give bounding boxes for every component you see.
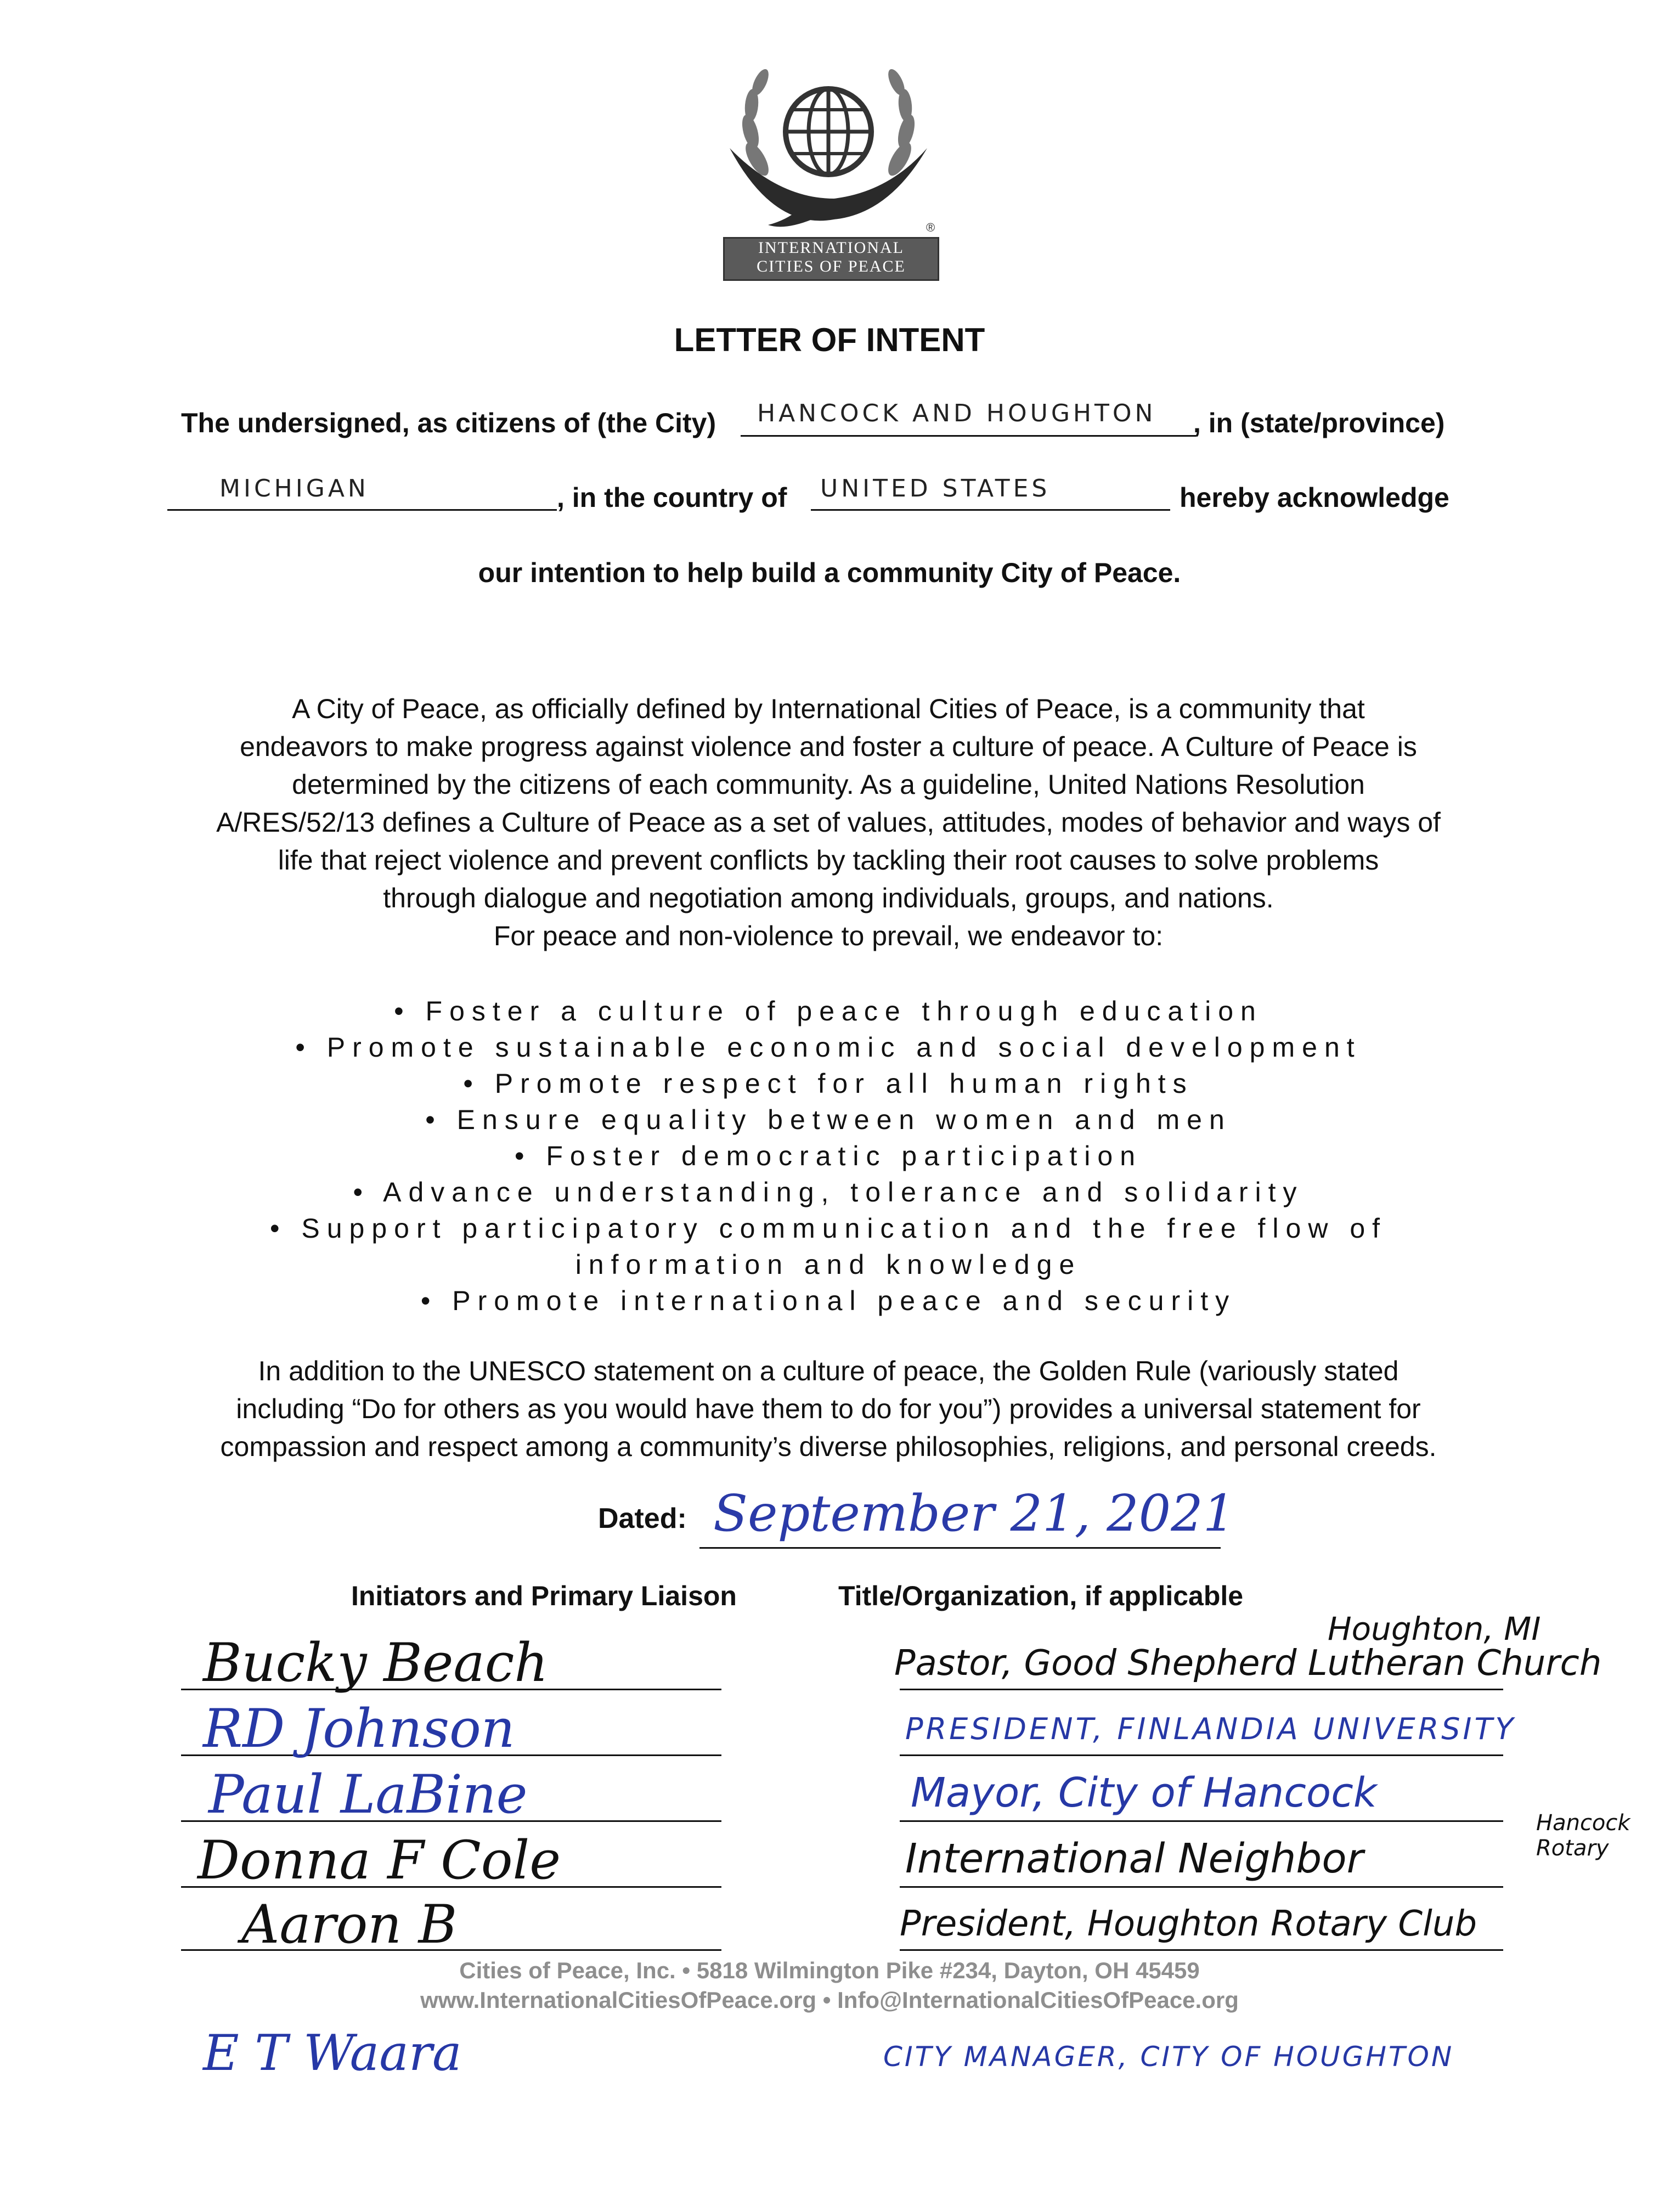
signature-name: Bucky Beach [203,1632,549,1694]
definition-line: life that reject violence and prevent conflicts by tackling their root causes to solve problems [278,845,1379,876]
state-value: MICHIGAN [219,475,369,503]
signature-title: President, Houghton Rotary Club [900,1904,1477,1944]
list-item: information and knowledge [575,1249,1082,1280]
definition-line: determined by the citizens of each community. As a guideline, United Nations Resolution [292,769,1365,800]
signature-title: PRESIDENT, FINLANDIA UNIVERSITY [905,1712,1516,1746]
golden-rule-paragraph [154,1352,1503,1466]
logo-plate [723,237,939,281]
title-line [900,1689,1503,1690]
list-item: • Advance understanding, tolerance and solidarity [353,1177,1304,1207]
title-org-heading: Title/Organization, if applicable [838,1581,1244,1611]
signature-title: CITY MANAGER, CITY OF HOUGHTON [883,2041,1454,2073]
intro-text-1: The undersigned, as citizens of (the City) [181,408,716,438]
globe-dove-icon [708,55,949,241]
footer-address: Cities of Peace, Inc. • 5818 Wilmington Pike #234, Dayton, OH 45459 [459,1957,1200,1983]
intro-text-4: hereby acknowledge [1180,482,1449,513]
definition-paragraph [154,690,1503,955]
page-title: LETTER OF INTENT [674,321,985,358]
signature-note: Hancock Rotary [1536,1810,1630,1861]
signature-name: Paul LaBine [208,1764,528,1825]
signature-title: Pastor, Good Shepherd Lutheran Church [894,1643,1602,1684]
signature-name: Aaron B [241,1894,458,1955]
initiators-heading: Initiators and Primary Liaison [351,1581,737,1611]
logo-text-line2: CITIES OF PEACE [757,257,906,275]
dated-label: Dated: [598,1503,687,1534]
signature-note: Houghton, MI [1328,1610,1541,1647]
definition-line: A City of Peace, as officially defined by International Cities of Peace, is a community that [292,693,1365,724]
title-line [900,1754,1503,1756]
title-line [900,1820,1503,1822]
footer-web: www.InternationalCitiesOfPeace.org • Info@InternationalCitiesOfPeace.org [420,1987,1239,2013]
title-line [900,1886,1503,1888]
dated-field [699,1547,1221,1549]
golden-rule-line: including “Do for others as you would have them to do for you”) provides a universal statement for [236,1393,1421,1424]
signature-title: Mayor, City of Hancock [911,1769,1377,1816]
title-line [900,1949,1503,1951]
signature-name: Donna F Cole [198,1830,561,1891]
definition-line: through dialogue and negotiation among individuals, groups, and nations. [383,883,1274,913]
city-value: HANCOCK AND HOUGHTON [757,399,1156,427]
dated-value: September 21, 2021 [713,1484,1235,1543]
signature-title: International Neighbor [905,1835,1364,1882]
intro-text-3: , in the country of [557,482,787,513]
list-item: • Foster a culture of peace through education [394,996,1263,1026]
registered-mark: ® [926,221,935,234]
definition-line: endeavors to make progress against violence and foster a culture of peace. A Culture of Peace is [240,731,1417,762]
signature-name: RD Johnson [203,1698,515,1759]
list-item: • Foster democratic participation [514,1141,1142,1171]
definition-line: A/RES/52/13 defines a Culture of Peace as a set of values, attitudes, modes of behavior and ways of [216,807,1441,838]
list-item: • Promote sustainable economic and social development [295,1032,1362,1063]
definition-line: For peace and non-violence to prevail, we endeavor to: [493,921,1164,951]
intro-text-2: , in (state/province) [1193,408,1445,438]
endeavor-list [143,993,1514,1319]
logo-text-line1: INTERNATIONAL [758,239,904,257]
country-value: UNITED STATES [820,475,1051,503]
intro-text-5: our intention to help build a community City of Peace. [478,557,1181,588]
list-item: • Ensure equality between women and men [425,1104,1232,1135]
list-item: • Support participatory communication and the free flow of [269,1213,1387,1244]
golden-rule-line: In addition to the UNESCO statement on a culture of peace, the Golden Rule (variously stated [258,1356,1399,1386]
list-item: • Promote international peace and security [420,1285,1237,1316]
signature-name: E T Waara [203,2024,462,2082]
golden-rule-line: compassion and respect among a community’s diverse philosophies, religions, and personal creeds. [220,1431,1437,1462]
list-item: • Promote respect for all human rights [463,1068,1194,1099]
